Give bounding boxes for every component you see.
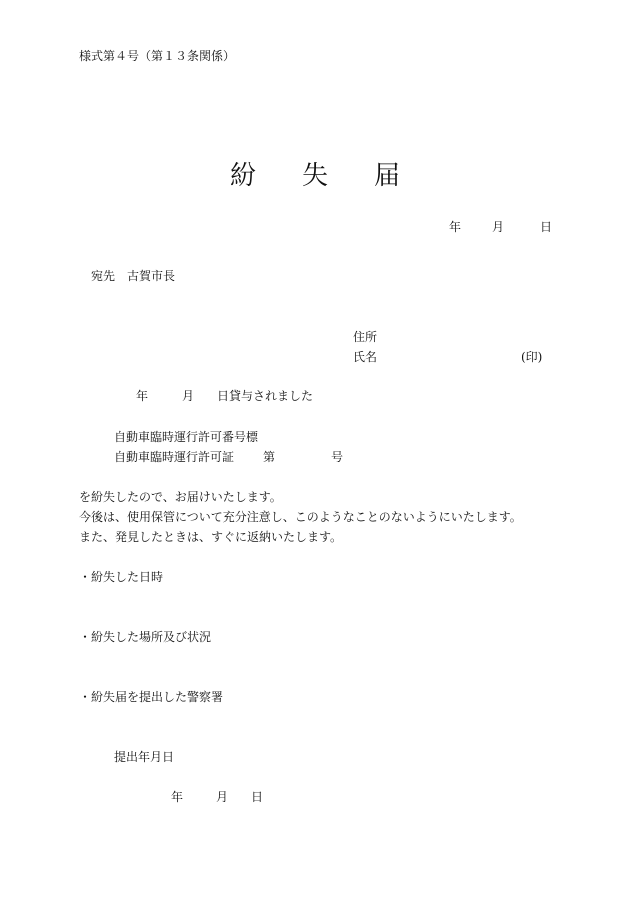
permit-number-prefix: 第	[263, 450, 276, 464]
addressee-name: 古賀市長	[127, 269, 176, 283]
title-char-3: 届	[374, 161, 401, 191]
item-police-station: ・紛失届を提出した警察署	[79, 690, 224, 704]
lent-date-month: 月	[182, 389, 195, 403]
body-line-3: また、発見したときは、すぐに返納いたします。	[79, 530, 343, 544]
permit-number-suffix: 号	[331, 450, 344, 464]
name-label: 氏名	[353, 350, 378, 364]
seal-label: (印)	[521, 350, 543, 364]
submission-year: 年	[171, 790, 184, 804]
item-lost-place: ・紛失した場所及び状況	[79, 630, 212, 644]
lent-date-suffix: 日貸与されました	[217, 389, 314, 403]
document-title	[0, 163, 630, 189]
top-date-day: 日	[540, 220, 553, 234]
form-number: 様式第４号（第１３条関係）	[79, 49, 236, 63]
lent-date-year: 年	[136, 389, 149, 403]
item-lost-date: ・紛失した日時	[79, 570, 164, 584]
body-line-1: を紛失したので、お届けいたします。	[79, 490, 282, 504]
title-char-1: 紛	[229, 161, 256, 191]
top-date-month: 月	[492, 220, 505, 234]
body-line-2: 今後は、使用保管について充分注意し、このようなことのないようにいたします。	[79, 510, 522, 524]
submission-date-label: 提出年月日	[114, 750, 175, 764]
permit-plate-label: 自動車臨時運行許可番号標	[114, 430, 259, 444]
submission-day: 日	[251, 790, 264, 804]
addressee	[91, 270, 175, 282]
submission-month: 月	[216, 790, 229, 804]
address-label: 住所	[353, 330, 378, 344]
addressee-label: 宛先	[91, 269, 116, 283]
permit-certificate-label: 自動車臨時運行許可証	[114, 450, 235, 464]
top-date-year: 年	[449, 220, 462, 234]
title-char-2: 失	[301, 161, 328, 191]
